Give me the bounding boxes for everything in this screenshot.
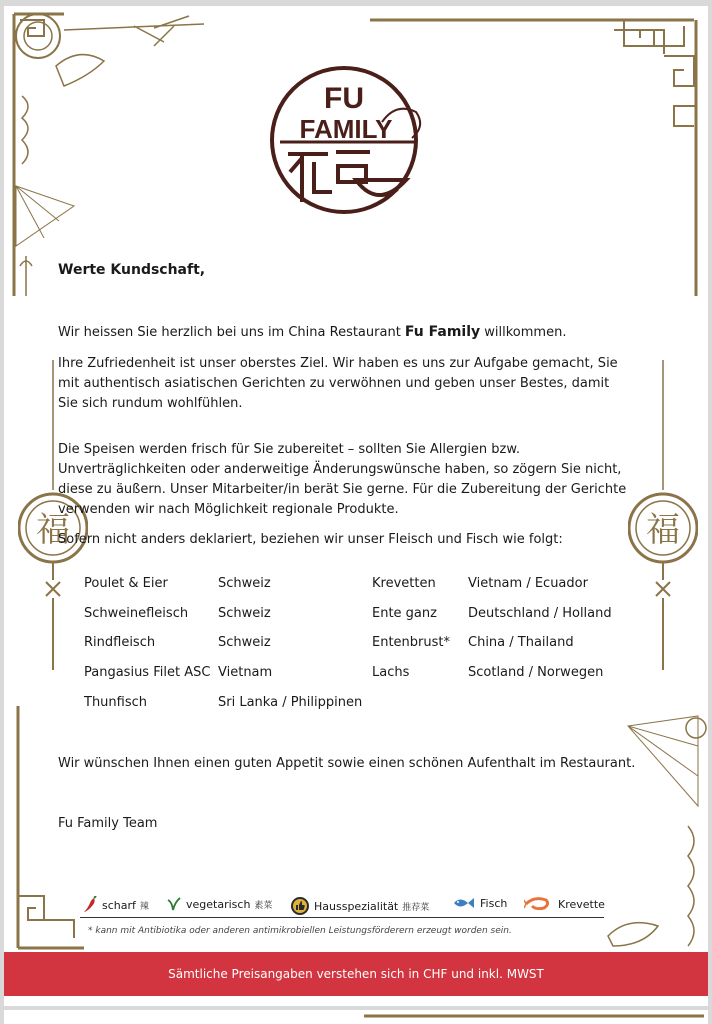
price-note-text: Sämtliche Preisangaben verstehen sich in CHF und inkl. MWST: [168, 967, 544, 981]
legend-spicy: [82, 896, 149, 914]
legend-vegetarian-label: vegetarisch: [186, 897, 251, 911]
allergy-paragraph: Die Speisen werden frisch für Sie zubereitet – sollten Sie Allergien bzw. Unverträglichkeiten oder anderweitige Änderungswünsche haben, so zögern Sie nicht, diese zu äußern. Unser Mitarbeiter/in berät Sie gerne. Für die Zubereitung der Gerichte verwenden wir nach Möglichkeit regionale Produkte.: [58, 442, 627, 517]
origin-country: Schweiz: [218, 635, 271, 650]
fu-character-right: 福: [646, 510, 680, 550]
welcome-paragraph: [58, 322, 618, 343]
next-page-peek: [4, 1010, 708, 1024]
shrimp-icon: [524, 896, 552, 912]
legend-spicy-cn: 辣: [139, 901, 149, 912]
legend-fish-label: Fisch: [480, 896, 508, 910]
origin-item: Poulet & Eier: [84, 576, 168, 591]
logo-text-fu: FU: [324, 82, 364, 115]
origin-item: Thunfisch: [84, 695, 148, 710]
satisfaction-paragraph: Ihre Zufriedenheit ist unser oberstes Ziel. Wir haben es uns zur Aufgabe gemacht, Sie mit authentisch asiatischen Gerichten zu verwöhnen und geben unser Bestes, damit Sie sich rundum wohlfühlen.: [58, 356, 618, 411]
thumbs-up-icon: [290, 896, 310, 916]
legend-fish: [452, 896, 507, 910]
corner-ornament-bottom-right: [588, 706, 708, 956]
origin-item: Pangasius Filet ASC: [84, 665, 211, 680]
signature: Fu Family Team: [58, 816, 158, 831]
origin-intro: Sofern nicht anders deklariert, beziehen wir unser Fleisch und Fisch wie folgt:: [58, 532, 563, 547]
origin-country: Vietnam: [218, 665, 273, 680]
legend-shrimp: [524, 896, 605, 912]
next-page-border: [4, 1010, 708, 1024]
welcome-text-after: willkommen.: [480, 325, 567, 340]
origin-country: Vietnam / Ecuador: [468, 576, 588, 591]
welcome-text-before: Wir heissen Sie herzlich bei uns im China Restaurant: [58, 325, 405, 340]
origin-item: Entenbrust*: [372, 635, 450, 650]
legend-vegetarian: [166, 896, 272, 912]
origin-item: Lachs: [372, 665, 410, 680]
right-lucky-ornament: [628, 360, 698, 670]
closing-wish: Wir wünschen Ihnen einen guten Appetit sowie einen schönen Aufenthalt im Restaurant.: [58, 756, 636, 771]
legend-spicy-label: scharf: [102, 898, 136, 912]
greeting: Werte Kundschaft,: [58, 262, 206, 278]
legend-vegetarian-cn: 素菜: [254, 900, 273, 911]
menu-page: [4, 6, 708, 1006]
antibiotics-footnote: * kann mit Antibiotika oder anderen antimikrobiellen Leistungsförderern erzeugt worden sein.: [88, 926, 512, 936]
restaurant-logo: [266, 62, 438, 218]
legend-house-cn: 推荐菜: [402, 902, 430, 913]
logo-text-family: FAMILY: [299, 114, 393, 144]
leaf-icon: [166, 896, 182, 912]
origin-item: Ente ganz: [372, 606, 437, 621]
legend-house-special: [290, 896, 429, 916]
origin-country: China / Thailand: [468, 635, 574, 650]
origin-country: Schweiz: [218, 606, 271, 621]
fu-character-left: 福: [36, 510, 70, 550]
chili-icon: [82, 896, 98, 914]
origin-country: Sri Lanka / Philippinen: [218, 695, 363, 710]
legend-house-label: Hausspezialität: [314, 899, 399, 913]
restaurant-name: Fu Family: [404, 324, 481, 340]
origin-country: Schweiz: [218, 576, 271, 591]
origin-country: Deutschland / Holland: [468, 606, 612, 621]
origin-country: Scotland / Norwegen: [468, 665, 604, 680]
legend-shrimp-label: Krevette: [558, 897, 605, 911]
origin-item: Rindfleisch: [84, 635, 156, 650]
fish-icon: [452, 896, 476, 910]
origin-item: Krevetten: [372, 576, 436, 591]
price-note-banner: [4, 952, 708, 996]
origin-item: Schweinefleisch: [84, 606, 189, 621]
dish-legend: [80, 894, 604, 918]
